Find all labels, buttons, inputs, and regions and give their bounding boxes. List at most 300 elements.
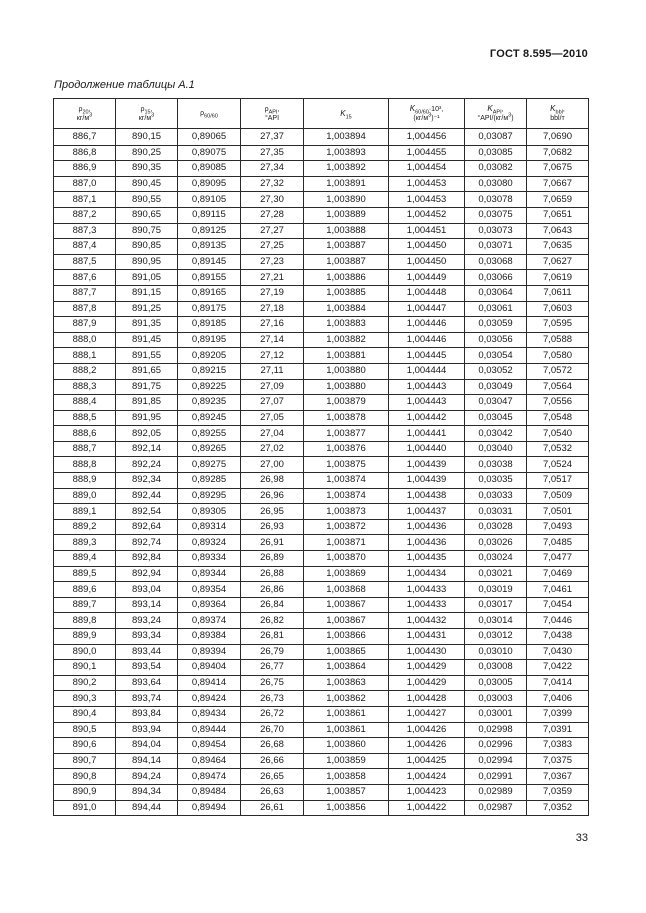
table-cell: 1,004443	[389, 379, 465, 395]
table-cell: 26,73	[241, 691, 304, 707]
table-cell: 7,0477	[527, 551, 589, 567]
table-row	[54, 223, 589, 239]
col-header-k6060	[389, 99, 465, 129]
header-punct: ,	[501, 106, 504, 113]
table-cell: 1,003862	[304, 691, 389, 707]
table-cell: 26,63	[241, 784, 304, 800]
table-cell: 0,03059	[465, 317, 527, 333]
table-cell: 0,03001	[465, 706, 527, 722]
table-cell: 1,004431	[389, 629, 465, 645]
table-row	[54, 145, 589, 161]
table-cell: 1,003867	[304, 597, 389, 613]
table-cell: 0,03024	[465, 551, 527, 567]
table-cell: 894,34	[116, 784, 178, 800]
table-cell: 887,8	[54, 301, 116, 317]
table-row	[54, 395, 589, 411]
table-cell: 0,89374	[178, 613, 241, 629]
table-cell: 893,74	[116, 691, 178, 707]
table-cell: 1,004424	[389, 769, 465, 785]
table-cell: 0,89065	[178, 129, 241, 146]
table-row	[54, 566, 589, 582]
table-cell: 27,05	[241, 410, 304, 426]
table-cell: 1,004444	[389, 363, 465, 379]
table-cell: 890,5	[54, 722, 116, 738]
table-cell: 892,74	[116, 535, 178, 551]
table-cell: 1,003864	[304, 660, 389, 676]
table-cell: 890,1	[54, 660, 116, 676]
table-cell: 1,003869	[304, 566, 389, 582]
table-cell: 26,86	[241, 582, 304, 598]
table-cell: 1,004433	[389, 582, 465, 598]
header-symbol: K	[550, 104, 556, 113]
table-cell: 0,02991	[465, 769, 527, 785]
header-symbol: ρ	[78, 105, 83, 113]
table-cell: 889,2	[54, 519, 116, 535]
header-symbol: K	[487, 104, 493, 113]
table-cell: 894,24	[116, 769, 178, 785]
table-cell: 892,34	[116, 473, 178, 489]
table-cell: 0,03042	[465, 426, 527, 442]
table-cell: 0,03045	[465, 410, 527, 426]
table-cell: 0,89295	[178, 488, 241, 504]
table-cell: 27,23	[241, 254, 304, 270]
table-cell: 891,0	[54, 800, 116, 816]
table-cell: 1,003880	[304, 379, 389, 395]
table-cell: 1,004429	[389, 675, 465, 691]
table-cell: 1,003887	[304, 239, 389, 255]
header-symbol: K	[340, 108, 346, 118]
table-row	[54, 753, 589, 769]
table-cell: 1,004439	[389, 473, 465, 489]
col-header-rho-api	[241, 99, 304, 129]
table-cell: 27,35	[241, 145, 304, 161]
table-cell: 7,0524	[527, 457, 589, 473]
table-cell: 0,89444	[178, 722, 241, 738]
table-cell: 0,03028	[465, 519, 527, 535]
table-cell: 1,004443	[389, 395, 465, 411]
table-row	[54, 551, 589, 567]
table-row	[54, 784, 589, 800]
table-cell: 1,004440	[389, 441, 465, 457]
table-cell: 0,89125	[178, 223, 241, 239]
table-cell: 27,11	[241, 363, 304, 379]
table-cell: 887,4	[54, 239, 116, 255]
table-cell: 7,0651	[527, 207, 589, 223]
table-row	[54, 270, 589, 286]
header-subscript: 60/60	[204, 113, 218, 120]
table-cell: 0,03061	[465, 301, 527, 317]
table-cell: 891,95	[116, 410, 178, 426]
table-cell: 891,15	[116, 285, 178, 301]
table-cell: 1,003863	[304, 675, 389, 691]
table-cell: 1,004436	[389, 519, 465, 535]
table-cell: 0,89494	[178, 800, 241, 816]
table-cell: 0,03080	[465, 176, 527, 192]
table-row	[54, 239, 589, 255]
table-cell: 887,0	[54, 176, 116, 192]
table-cell: 887,1	[54, 192, 116, 208]
table-cell: 1,004432	[389, 613, 465, 629]
table-cell: 0,03068	[465, 254, 527, 270]
table-cell: 1,003858	[304, 769, 389, 785]
table-cell: 7,0438	[527, 629, 589, 645]
table-cell: 1,004433	[389, 597, 465, 613]
table-cell: 0,03014	[465, 613, 527, 629]
table-cell: 7,0517	[527, 473, 589, 489]
table-cell: 26,96	[241, 488, 304, 504]
table-cell: 7,0375	[527, 753, 589, 769]
table-cell: 892,54	[116, 504, 178, 520]
table-cell: 1,003884	[304, 301, 389, 317]
table-cell: 26,66	[241, 753, 304, 769]
header-symbol: ρ	[264, 105, 269, 113]
table-cell: 0,03085	[465, 145, 527, 161]
table-cell: 26,91	[241, 535, 304, 551]
table-cell: 1,004437	[389, 504, 465, 520]
table-cell: 888,4	[54, 395, 116, 411]
table-cell: 7,0627	[527, 254, 589, 270]
table-cell: 893,94	[116, 722, 178, 738]
table-cell: 0,89205	[178, 348, 241, 364]
table-cell: 0,03064	[465, 285, 527, 301]
table-cell: 7,0469	[527, 566, 589, 582]
table-cell: 0,89195	[178, 332, 241, 348]
table-cell: 1,004452	[389, 207, 465, 223]
table-cell: 0,89364	[178, 597, 241, 613]
table-cell: 1,004453	[389, 176, 465, 192]
table-cell: 0,89145	[178, 254, 241, 270]
header-subscript: bbl	[555, 109, 563, 116]
table-cell: 26,84	[241, 597, 304, 613]
table-cell: 0,89105	[178, 192, 241, 208]
table-cell: 890,4	[54, 706, 116, 722]
table-row	[54, 176, 589, 192]
table-cell: 0,03082	[465, 161, 527, 177]
table-row	[54, 332, 589, 348]
table-cell: 7,0603	[527, 301, 589, 317]
table-cell: 7,0548	[527, 410, 589, 426]
header-symbol: ρ	[140, 105, 145, 113]
table-cell: 888,7	[54, 441, 116, 457]
table-cell: 1,003882	[304, 332, 389, 348]
col-header-rho6060	[178, 99, 241, 129]
table-cell: 1,003866	[304, 629, 389, 645]
table-cell: 7,0532	[527, 441, 589, 457]
table-cell: 1,003879	[304, 395, 389, 411]
table-body	[54, 129, 589, 816]
table-cell: 886,8	[54, 145, 116, 161]
table-cell: 1,003893	[304, 145, 389, 161]
table-row	[54, 504, 589, 520]
table-row	[54, 473, 589, 489]
table-cell: 0,89424	[178, 691, 241, 707]
table-cell: 26,79	[241, 644, 304, 660]
header-symbol: ρ	[200, 110, 205, 117]
table-cell: 0,89185	[178, 317, 241, 333]
table-cell: 887,9	[54, 317, 116, 333]
table-cell: 891,45	[116, 332, 178, 348]
col-header-k15	[304, 99, 389, 129]
table-cell: 7,0352	[527, 800, 589, 816]
table-cell: 0,03005	[465, 675, 527, 691]
table-cell: 0,03012	[465, 629, 527, 645]
table-cell: 1,004446	[389, 317, 465, 333]
table-cell: 888,1	[54, 348, 116, 364]
table-cell: 889,4	[54, 551, 116, 567]
table-cell: 1,004423	[389, 784, 465, 800]
table-cell: 1,004428	[389, 691, 465, 707]
table-cell: 891,35	[116, 317, 178, 333]
table-cell: 1,004456	[389, 129, 465, 146]
table-cell: 1,004429	[389, 660, 465, 676]
table-cell: 1,004447	[389, 301, 465, 317]
table-cell: 892,14	[116, 441, 178, 457]
table-cell: 1,004434	[389, 566, 465, 582]
table-cell: 0,03019	[465, 582, 527, 598]
table-cell: 890,2	[54, 675, 116, 691]
table-cell: 1,004438	[389, 488, 465, 504]
table-cell: 0,02996	[465, 738, 527, 754]
table-row	[54, 129, 589, 146]
table-cell: 888,3	[54, 379, 116, 395]
table-cell: 0,89255	[178, 426, 241, 442]
table-cell: 1,003861	[304, 706, 389, 722]
table-cell: 0,03052	[465, 363, 527, 379]
table-cell: 0,89414	[178, 675, 241, 691]
table-cell: 0,03017	[465, 597, 527, 613]
table-cell: 0,89225	[178, 379, 241, 395]
table-cell: 0,89305	[178, 504, 241, 520]
header-superscript: 3	[89, 112, 93, 119]
table-cell: 1,003876	[304, 441, 389, 457]
header-unit-tail: )⁻¹	[431, 115, 440, 122]
table-cell: 892,94	[116, 566, 178, 582]
table-cell: 891,55	[116, 348, 178, 364]
header-superscript: 3	[508, 112, 512, 119]
table-cell: 893,44	[116, 644, 178, 660]
table-cell: 0,89135	[178, 239, 241, 255]
table-cell: 1,003874	[304, 488, 389, 504]
table-cell: 0,89115	[178, 207, 241, 223]
table-cell: 27,14	[241, 332, 304, 348]
table-row	[54, 660, 589, 676]
table-cell: 0,03021	[465, 566, 527, 582]
table-row	[54, 426, 589, 442]
table-cell: 0,89404	[178, 660, 241, 676]
table-cell: 1,003874	[304, 473, 389, 489]
table-cell: 1,003857	[304, 784, 389, 800]
header-subscript: 15	[144, 108, 151, 115]
table-cell: 27,32	[241, 176, 304, 192]
table-cell: 0,89334	[178, 551, 241, 567]
table-cell: 7,0461	[527, 582, 589, 598]
table-row	[54, 441, 589, 457]
table-cell: 0,03033	[465, 488, 527, 504]
table-row	[54, 301, 589, 317]
table-cell: 0,89265	[178, 441, 241, 457]
table-row	[54, 675, 589, 691]
table-cell: 7,0359	[527, 784, 589, 800]
table-cell: 27,12	[241, 348, 304, 364]
table-cell: 890,35	[116, 161, 178, 177]
table-cell: 893,84	[116, 706, 178, 722]
table-cell: 7,0501	[527, 504, 589, 520]
table-cell: 0,03056	[465, 332, 527, 348]
table-row	[54, 706, 589, 722]
table-cell: 890,8	[54, 769, 116, 785]
table-cell: 887,2	[54, 207, 116, 223]
table-cell: 1,003875	[304, 457, 389, 473]
table-cell: 7,0611	[527, 285, 589, 301]
table-cell: 1,003891	[304, 176, 389, 192]
table-cell: 26,89	[241, 551, 304, 567]
table-cell: 1,004454	[389, 161, 465, 177]
table-cell: 893,04	[116, 582, 178, 598]
table-cell: 890,95	[116, 254, 178, 270]
table-row	[54, 192, 589, 208]
table-cell: 890,75	[116, 223, 178, 239]
table-cell: 889,1	[54, 504, 116, 520]
table-cell: 7,0580	[527, 348, 589, 364]
table-cell: 27,27	[241, 223, 304, 239]
table-cell: 1,004453	[389, 192, 465, 208]
table-cell: 7,0675	[527, 161, 589, 177]
table-cell: 1,004425	[389, 753, 465, 769]
table-cell: 1,004435	[389, 551, 465, 567]
table-row	[54, 582, 589, 598]
table-cell: 1,003872	[304, 519, 389, 535]
table-cell: 888,8	[54, 457, 116, 473]
table-cell: 0,89175	[178, 301, 241, 317]
table-cell: 892,84	[116, 551, 178, 567]
table-cell: 1,004448	[389, 285, 465, 301]
table-row	[54, 379, 589, 395]
table-cell: 27,37	[241, 129, 304, 146]
table-cell: 1,004426	[389, 738, 465, 754]
header-unit: кг/м	[138, 114, 152, 122]
table-cell: 1,003881	[304, 348, 389, 364]
header-subscript: 20	[82, 108, 89, 115]
table-cell: 1,003873	[304, 504, 389, 520]
table-cell: 1,003867	[304, 613, 389, 629]
table-cell: 26,88	[241, 566, 304, 582]
table-cell: 7,0367	[527, 769, 589, 785]
table-cell: 1,004422	[389, 800, 465, 816]
table-row	[54, 535, 589, 551]
table-cell: 0,89434	[178, 706, 241, 722]
table-cell: 0,03049	[465, 379, 527, 395]
table-row	[54, 629, 589, 645]
table-cell: 889,6	[54, 582, 116, 598]
table-cell: 26,81	[241, 629, 304, 645]
table-cell: 1,004427	[389, 706, 465, 722]
table-cell: 891,05	[116, 270, 178, 286]
table-cell: 7,0383	[527, 738, 589, 754]
table-cell: 7,0509	[527, 488, 589, 504]
table-cell: 888,6	[54, 426, 116, 442]
table-cell: 26,77	[241, 660, 304, 676]
table-cell: 0,03003	[465, 691, 527, 707]
header-row	[54, 99, 589, 129]
table-cell: 0,89075	[178, 145, 241, 161]
table-cell: 893,34	[116, 629, 178, 645]
table-cell: 7,0540	[527, 426, 589, 442]
table-cell: 7,0635	[527, 239, 589, 255]
table-cell: 891,65	[116, 363, 178, 379]
table-cell: 7,0430	[527, 644, 589, 660]
table-cell: 27,07	[241, 395, 304, 411]
table-cell: 1,004450	[389, 239, 465, 255]
table-cell: 1,003890	[304, 192, 389, 208]
col-header-rho15: $\rho_{15}$, $кг/м^3$	[116, 99, 178, 129]
table-cell: 1,003892	[304, 161, 389, 177]
table-cell: 27,28	[241, 207, 304, 223]
table-cell: 0,03031	[465, 504, 527, 520]
table-cell: 7,0485	[527, 535, 589, 551]
table-cell: 7,0659	[527, 192, 589, 208]
table-cell: 890,45	[116, 176, 178, 192]
table-cell: 26,65	[241, 769, 304, 785]
table-cell: 7,0619	[527, 270, 589, 286]
table-cell: 7,0682	[527, 145, 589, 161]
table-cell: 1,004439	[389, 457, 465, 473]
data-table	[53, 98, 589, 816]
table-cell: 889,7	[54, 597, 116, 613]
table-cell: 1,004450	[389, 254, 465, 270]
table-row	[54, 597, 589, 613]
table-cell: 0,89285	[178, 473, 241, 489]
table-cell: 1,003870	[304, 551, 389, 567]
table-cell: 7,0454	[527, 597, 589, 613]
table-row	[54, 207, 589, 223]
table-cell: 1,003878	[304, 410, 389, 426]
header-punct: ,	[562, 106, 565, 113]
table-row	[54, 161, 589, 177]
table-cell: 889,0	[54, 488, 116, 504]
table-cell: 7,0556	[527, 395, 589, 411]
table-cell: 27,18	[241, 301, 304, 317]
table-cell: 888,5	[54, 410, 116, 426]
table-cell: 0,89085	[178, 161, 241, 177]
table-row	[54, 285, 589, 301]
table-cell: 890,3	[54, 691, 116, 707]
table-cell: 1,003888	[304, 223, 389, 239]
table-row	[54, 348, 589, 364]
table-cell: 1,004426	[389, 722, 465, 738]
table-cell: 890,65	[116, 207, 178, 223]
table-cell: 0,03073	[465, 223, 527, 239]
table-cell: 1,004430	[389, 644, 465, 660]
table-cell: 7,0595	[527, 317, 589, 333]
header-superscript: 3	[428, 112, 432, 119]
table-row	[54, 738, 589, 754]
table-cell: 7,0422	[527, 660, 589, 676]
table-cell: 0,89484	[178, 784, 241, 800]
table-cell: 0,89324	[178, 535, 241, 551]
col-header-k-api	[465, 99, 527, 129]
table-cell: 886,7	[54, 129, 116, 146]
table-cell: 893,14	[116, 597, 178, 613]
table-cell: 7,0667	[527, 176, 589, 192]
table-cell: 0,03066	[465, 270, 527, 286]
table-row	[54, 769, 589, 785]
table-cell: 1,004442	[389, 410, 465, 426]
table-cell: 1,003865	[304, 644, 389, 660]
table-cell: 1,003877	[304, 426, 389, 442]
table-cell: 1,004445	[389, 348, 465, 364]
header-subscript: 15	[345, 113, 352, 120]
table-cell: 0,03040	[465, 441, 527, 457]
